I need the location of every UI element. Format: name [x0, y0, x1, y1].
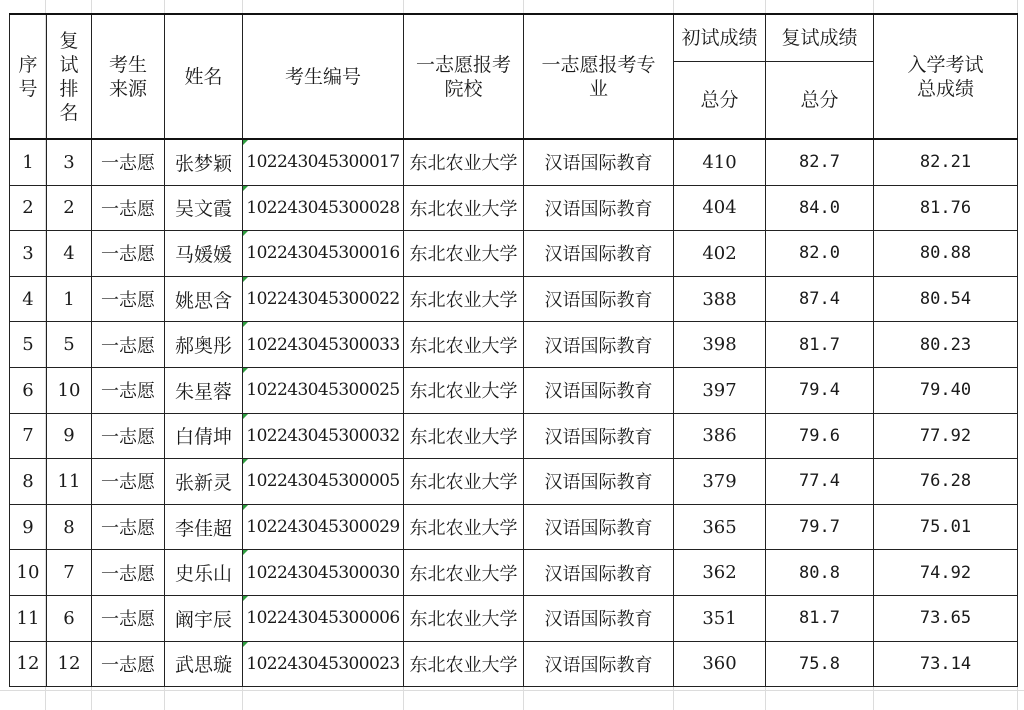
cell-exam-id — [243, 185, 404, 231]
cell-major: 汉语国际教育 — [524, 459, 674, 505]
cell-marker-icon — [243, 186, 248, 191]
exam-id-text: 102243045300030 — [246, 562, 400, 583]
cell-rank: 6 — [47, 595, 92, 641]
cell-source: 一志愿 — [92, 231, 165, 277]
cell-source: 一志愿 — [92, 367, 165, 413]
cell-rank: 1 — [47, 276, 92, 322]
cell-school: 东北农业大学 — [404, 641, 524, 687]
cell-source: 一志愿 — [92, 322, 165, 368]
cell-marker-icon — [243, 459, 248, 464]
header-seq: 序号 — [10, 14, 47, 139]
cell-prelim: 360 — [674, 641, 766, 687]
header-prelim-score: 初试成绩 — [674, 14, 766, 62]
cell-retest: 84.0 — [766, 185, 874, 231]
cell-total: 77.92 — [874, 413, 1018, 459]
exam-id-text: 102243045300025 — [246, 380, 400, 401]
cell-marker-icon — [243, 596, 248, 601]
cell-source: 一志愿 — [92, 413, 165, 459]
cell-marker-icon — [243, 322, 248, 327]
cell-school: 东北农业大学 — [404, 504, 524, 550]
cell-retest: 79.4 — [766, 367, 874, 413]
cell-prelim: 402 — [674, 231, 766, 277]
header-source: 考生来源 — [92, 14, 165, 139]
cell-total: 74.92 — [874, 550, 1018, 596]
table-row — [10, 413, 1018, 459]
cell-major: 汉语国际教育 — [524, 413, 674, 459]
cell-name: 史乐山 — [165, 550, 243, 596]
cell-school: 东北农业大学 — [404, 595, 524, 641]
cell-major: 汉语国际教育 — [524, 504, 674, 550]
cell-prelim: 365 — [674, 504, 766, 550]
cell-school: 东北农业大学 — [404, 413, 524, 459]
cell-seq: 1 — [10, 139, 47, 185]
cell-total: 75.01 — [874, 504, 1018, 550]
cell-source: 一志愿 — [92, 550, 165, 596]
cell-retest: 82.7 — [766, 139, 874, 185]
cell-name: 吴文霞 — [165, 185, 243, 231]
exam-id-text: 102243045300016 — [246, 243, 400, 264]
cell-marker-icon — [243, 505, 248, 510]
cell-seq: 2 — [10, 185, 47, 231]
cell-school: 东北农业大学 — [404, 185, 524, 231]
cell-seq: 8 — [10, 459, 47, 505]
exam-id-text: 102243045300005 — [246, 471, 400, 492]
cell-school: 东北农业大学 — [404, 322, 524, 368]
table-row — [10, 367, 1018, 413]
cell-major: 汉语国际教育 — [524, 322, 674, 368]
exam-id-text: 102243045300006 — [246, 608, 400, 629]
cell-prelim: 388 — [674, 276, 766, 322]
cell-prelim: 397 — [674, 367, 766, 413]
cell-source: 一志愿 — [92, 595, 165, 641]
cell-retest: 79.7 — [766, 504, 874, 550]
cell-seq: 4 — [10, 276, 47, 322]
cell-seq: 5 — [10, 322, 47, 368]
cell-school: 东北农业大学 — [404, 276, 524, 322]
cell-exam-id — [243, 322, 404, 368]
cell-name: 武思璇 — [165, 641, 243, 687]
cell-seq: 7 — [10, 413, 47, 459]
cell-name: 朱星蓉 — [165, 367, 243, 413]
cell-name: 白倩坤 — [165, 413, 243, 459]
table-row — [10, 550, 1018, 596]
cell-marker-icon — [243, 642, 248, 647]
cell-prelim: 362 — [674, 550, 766, 596]
cell-major: 汉语国际教育 — [524, 231, 674, 277]
cell-marker-icon — [243, 414, 248, 419]
cell-source: 一志愿 — [92, 641, 165, 687]
cell-total: 81.76 — [874, 185, 1018, 231]
header-retest-score: 复试成绩 — [766, 14, 874, 62]
cell-prelim: 351 — [674, 595, 766, 641]
cell-exam-id — [243, 595, 404, 641]
cell-exam-id — [243, 231, 404, 277]
cell-total: 80.23 — [874, 322, 1018, 368]
cell-rank: 8 — [47, 504, 92, 550]
cell-name: 张新灵 — [165, 459, 243, 505]
cell-total: 76.28 — [874, 459, 1018, 505]
cell-exam-id — [243, 139, 404, 185]
exam-id-text: 102243045300033 — [246, 334, 400, 355]
cell-retest: 77.4 — [766, 459, 874, 505]
exam-id-text: 102243045300017 — [246, 152, 400, 173]
table-header — [10, 14, 1018, 139]
cell-source: 一志愿 — [92, 504, 165, 550]
cell-exam-id — [243, 641, 404, 687]
cell-prelim: 410 — [674, 139, 766, 185]
cell-total: 79.40 — [874, 367, 1018, 413]
table-row — [10, 595, 1018, 641]
cell-name: 郝奥彤 — [165, 322, 243, 368]
table-row — [10, 322, 1018, 368]
cell-seq: 6 — [10, 367, 47, 413]
cell-rank: 7 — [47, 550, 92, 596]
cell-prelim: 404 — [674, 185, 766, 231]
table-row — [10, 185, 1018, 231]
cell-name: 姚思含 — [165, 276, 243, 322]
header-name: 姓名 — [165, 14, 243, 139]
cell-rank: 9 — [47, 413, 92, 459]
cell-prelim: 379 — [674, 459, 766, 505]
cell-seq: 12 — [10, 641, 47, 687]
cell-total: 73.65 — [874, 595, 1018, 641]
cell-name: 李佳超 — [165, 504, 243, 550]
cell-school: 东北农业大学 — [404, 367, 524, 413]
exam-id-text: 102243045300032 — [246, 425, 400, 446]
cell-prelim: 386 — [674, 413, 766, 459]
cell-seq: 9 — [10, 504, 47, 550]
cell-source: 一志愿 — [92, 185, 165, 231]
cell-source: 一志愿 — [92, 139, 165, 185]
exam-id-text: 102243045300023 — [246, 653, 400, 674]
cell-major: 汉语国际教育 — [524, 595, 674, 641]
table-row — [10, 504, 1018, 550]
exam-id-text: 102243045300029 — [246, 517, 400, 538]
cell-rank: 3 — [47, 139, 92, 185]
cell-marker-icon — [243, 140, 248, 145]
cell-marker-icon — [243, 277, 248, 282]
header-prelim-total: 总分 — [674, 62, 766, 140]
cell-retest: 82.0 — [766, 231, 874, 277]
admission-scores-table — [9, 13, 1018, 687]
cell-marker-icon — [243, 231, 248, 236]
cell-major: 汉语国际教育 — [524, 550, 674, 596]
cell-retest: 79.6 — [766, 413, 874, 459]
cell-major: 汉语国际教育 — [524, 641, 674, 687]
cell-rank: 2 — [47, 185, 92, 231]
cell-exam-id — [243, 413, 404, 459]
cell-retest: 80.8 — [766, 550, 874, 596]
cell-major: 汉语国际教育 — [524, 139, 674, 185]
cell-exam-id — [243, 459, 404, 505]
cell-seq: 10 — [10, 550, 47, 596]
cell-exam-id — [243, 504, 404, 550]
cell-retest: 81.7 — [766, 595, 874, 641]
cell-prelim: 398 — [674, 322, 766, 368]
cell-school: 东北农业大学 — [404, 550, 524, 596]
cell-school: 东北农业大学 — [404, 139, 524, 185]
cell-total: 80.88 — [874, 231, 1018, 277]
table-row — [10, 459, 1018, 505]
cell-rank: 4 — [47, 231, 92, 277]
header-retest-total: 总分 — [766, 62, 874, 140]
table-row — [10, 276, 1018, 322]
cell-marker-icon — [243, 550, 248, 555]
cell-major: 汉语国际教育 — [524, 367, 674, 413]
exam-id-text: 102243045300022 — [246, 289, 400, 310]
cell-seq: 11 — [10, 595, 47, 641]
cell-total: 80.54 — [874, 276, 1018, 322]
cell-name: 马媛媛 — [165, 231, 243, 277]
cell-exam-id — [243, 367, 404, 413]
header-retest-rank: 复试排名 — [47, 14, 92, 139]
cell-exam-id — [243, 550, 404, 596]
cell-rank: 12 — [47, 641, 92, 687]
cell-total: 82.21 — [874, 139, 1018, 185]
header-exam-id: 考生编号 — [243, 14, 404, 139]
cell-total: 73.14 — [874, 641, 1018, 687]
cell-major: 汉语国际教育 — [524, 185, 674, 231]
cell-retest: 81.7 — [766, 322, 874, 368]
cell-exam-id — [243, 276, 404, 322]
cell-source: 一志愿 — [92, 459, 165, 505]
table-row — [10, 139, 1018, 185]
cell-name: 张梦颖 — [165, 139, 243, 185]
cell-school: 东北农业大学 — [404, 231, 524, 277]
cell-major: 汉语国际教育 — [524, 276, 674, 322]
cell-source: 一志愿 — [92, 276, 165, 322]
table-row — [10, 641, 1018, 687]
cell-seq: 3 — [10, 231, 47, 277]
cell-school: 东北农业大学 — [404, 459, 524, 505]
header-school: 一志愿报考院校 — [404, 14, 524, 139]
table-row — [10, 231, 1018, 277]
cell-name: 阚宇辰 — [165, 595, 243, 641]
cell-marker-icon — [243, 368, 248, 373]
cell-retest: 87.4 — [766, 276, 874, 322]
cell-rank: 11 — [47, 459, 92, 505]
header-major: 一志愿报考专业 — [524, 14, 674, 139]
cell-retest: 75.8 — [766, 641, 874, 687]
table-body — [10, 139, 1018, 687]
cell-rank: 5 — [47, 322, 92, 368]
cell-rank: 10 — [47, 367, 92, 413]
exam-id-text: 102243045300028 — [246, 197, 400, 218]
header-total-score: 入学考试总成绩 — [874, 14, 1018, 139]
